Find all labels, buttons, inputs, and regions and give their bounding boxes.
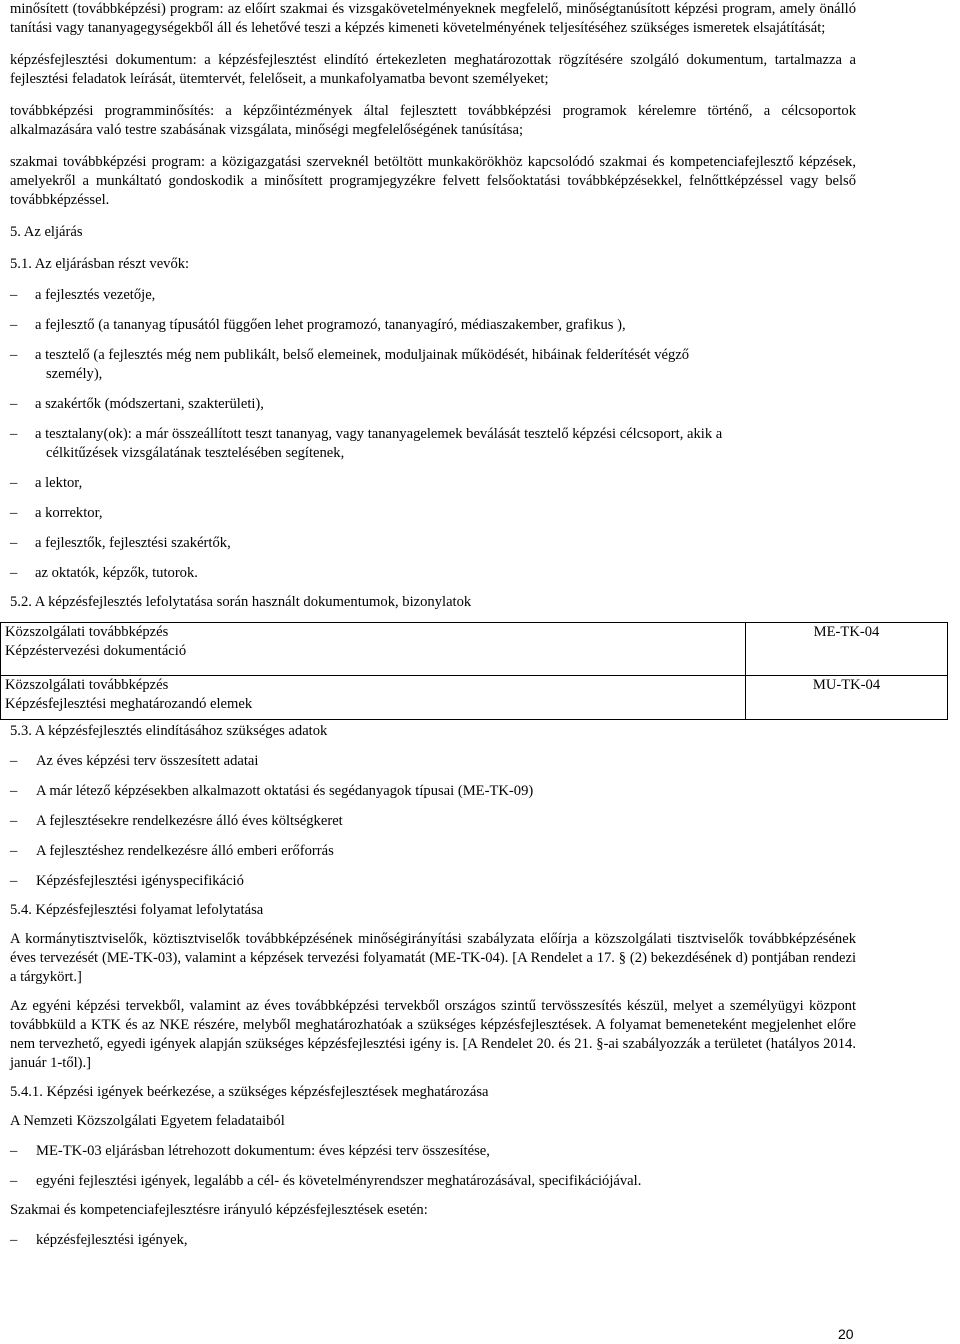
documents-table [0,622,948,720]
list-item-line: a tesztelő (a fejlesztés még nem publikált, belső elemeinek, moduljainak működését, hibáinak felderítését végző [35,347,690,363]
section-5-4-paragraph-2: Az egyéni képzési tervekből, valamint az éves továbbképzési tervekből országos szintű tervösszesítés készül, melyet a személyügyi központ továbbküld a KTK és az NKE részére, melyből meghatározhatóak a szükséges képzésfejlesztések. A folyamat bemeneteként megjelenhet előre nem tervezhető, egyedi igények alapján szükséges képzésfejlesztési igény is. [A Rendelet 20. és 21. §-ai szabályozzák a területet (hatályos 2014. január 1-től).] [10,998,856,1071]
list-item: – a fejlesztés vezetője, [10,286,856,305]
required-data-list [10,752,856,891]
list-item: – a szakértők (módszertani, szakterületi), [10,395,856,414]
list-item [10,425,856,463]
document-title-line: Közszolgálati továbbképzés [5,624,169,640]
table-row [1,676,948,720]
list-item: – Az éves képzési terv összesített adatai [10,752,856,771]
section-5-1-heading: 5.1. Az eljárásban részt vevők: [10,256,190,272]
list-item [10,346,856,384]
document-code-cell: ME-TK-04 [746,623,948,676]
list-item: – A fejlesztésekre rendelkezésre álló éves költségkeret [10,812,856,831]
list-item: – az oktatók, képzők, tutorok. [10,564,856,583]
list-item: – képzésfejlesztési igények, [10,1231,856,1250]
section-5-4-1-intro-2: Szakmai és kompetenciafejlesztésre irányuló képzésfejlesztések esetén: [10,1202,428,1218]
list-item-continuation: személy), [46,366,103,382]
section-5-4-paragraph-1: A kormánytisztviselők, köztisztviselők továbbképzésének minőségirányítási szabályzata előírja a közszolgálati tisztviselők továbbképzésének éves tervezését (ME-TK-03), valamint a képzések tervezési folyamatát (ME-TK-04). [A Rendelet a 17. § (2) bekezdésének d) pontjában rendezi a tárgykört.] [10,931,856,985]
list-item: – a fejlesztő (a tananyag típusától függően lehet programozó, tananyagíró, médiaszakember, grafikus ), [10,316,856,335]
list-item: – a fejlesztők, fejlesztési szakértők, [10,534,856,553]
list-item: – Képzésfejlesztési igényspecifikáció [10,872,856,891]
section-5-4-1-intro: A Nemzeti Közszolgálati Egyetem feladataiból [10,1113,285,1129]
section-5-2-heading: 5.2. A képzésfejlesztés lefolytatása során használt dokumentumok, bizonylatok [10,594,472,610]
document-title-cell [1,623,746,676]
definition-programminosites: továbbképzési programminősítés: a képzőintézmények által fejlesztett továbbképzési programok kérelemre történő, a célcsoportok alkalmazására való testre szabásának vizsgálata, minőségi megfelelőségének tanúsítása; [10,103,856,138]
document-title-line: Közszolgálati továbbképzés [5,677,169,693]
document-subtitle-line: Képzésfejlesztési meghatározandó elemek [5,696,253,712]
list-item-continuation: célkitűzések vizsgálatának tesztelésében segítenek, [46,445,345,461]
competency-list [10,1231,856,1250]
list-item: – a lektor, [10,474,856,493]
list-item: – ME-TK-03 eljárásban létrehozott dokumentum: éves képzési terv összesítése, [10,1142,856,1161]
list-item: – egyéni fejlesztési igények, legalább a cél- és követelményrendszer meghatározásával, specifikációjával. [10,1172,856,1191]
section-5-4-1-heading: 5.4.1. Képzési igények beérkezése, a szükséges képzésfejlesztések meghatározása [10,1084,489,1100]
table-row [1,623,948,676]
list-item-line: a tesztalany(ok): a már összeállított teszt tananyag, vagy tananyagelemek beválását tesztelő képzési célcsoport, akik a [35,426,723,442]
document-subtitle-line: Képzéstervezési dokumentáció [5,643,187,659]
participants-list [10,286,856,583]
document-page [5,0,881,1250]
section-5-4-heading: 5.4. Képzésfejlesztési folyamat lefolytatása [10,902,264,918]
list-item: – A már létező képzésekben alkalmazott oktatási és segédanyagok típusai (ME-TK-09) [10,782,856,801]
list-item: – a korrektor, [10,504,856,523]
section-5-heading: 5. Az eljárás [10,224,83,240]
document-title-cell [1,676,746,720]
document-code-cell: MU-TK-04 [746,676,948,720]
nke-tasks-list [10,1142,856,1191]
definition-szakmai-tovabbkepzesi-program: szakmai továbbképzési program: a közigazgatási szerveknél betöltött munkakörökhöz kapcsolódó szakmai és kompetenciafejlesztő képzések, amelyekről a munkáltató gondoskodik a minősített programjegyzékre felvett felsőoktatási továbbképzésekkel, felnőttképzéssel vagy belső továbbképzéssel. [10,154,856,208]
definition-minositett-program: minősített (továbbképzési) program: az előírt szakmai és vizsgakövetelményeknek megfelelő, minőségtanúsított képzési program, amely önálló tanítási vagy tananyagegységekből áll és lehetővé teszi a képzés kimeneti követelményének teljesítéséhez szükséges ismeretek elsajátítását; [10,1,856,36]
section-5-3-heading: 5.3. A képzésfejlesztés elindításához szükséges adatok [10,723,328,739]
definition-kepzesfejlesztesi-dokumentum: képzésfejlesztési dokumentum: a képzésfejlesztést elindító értekezleten meghatározottak rögzítésére szolgáló dokumentum, tartalmazza a fejlesztési feladatok leírását, ütemtervét, felelőseit, a munkafolyamatba bevont személyeket; [10,52,856,87]
list-item: – A fejlesztéshez rendelkezésre álló emberi erőforrás [10,842,856,861]
page-number: 20 [838,1326,854,1342]
